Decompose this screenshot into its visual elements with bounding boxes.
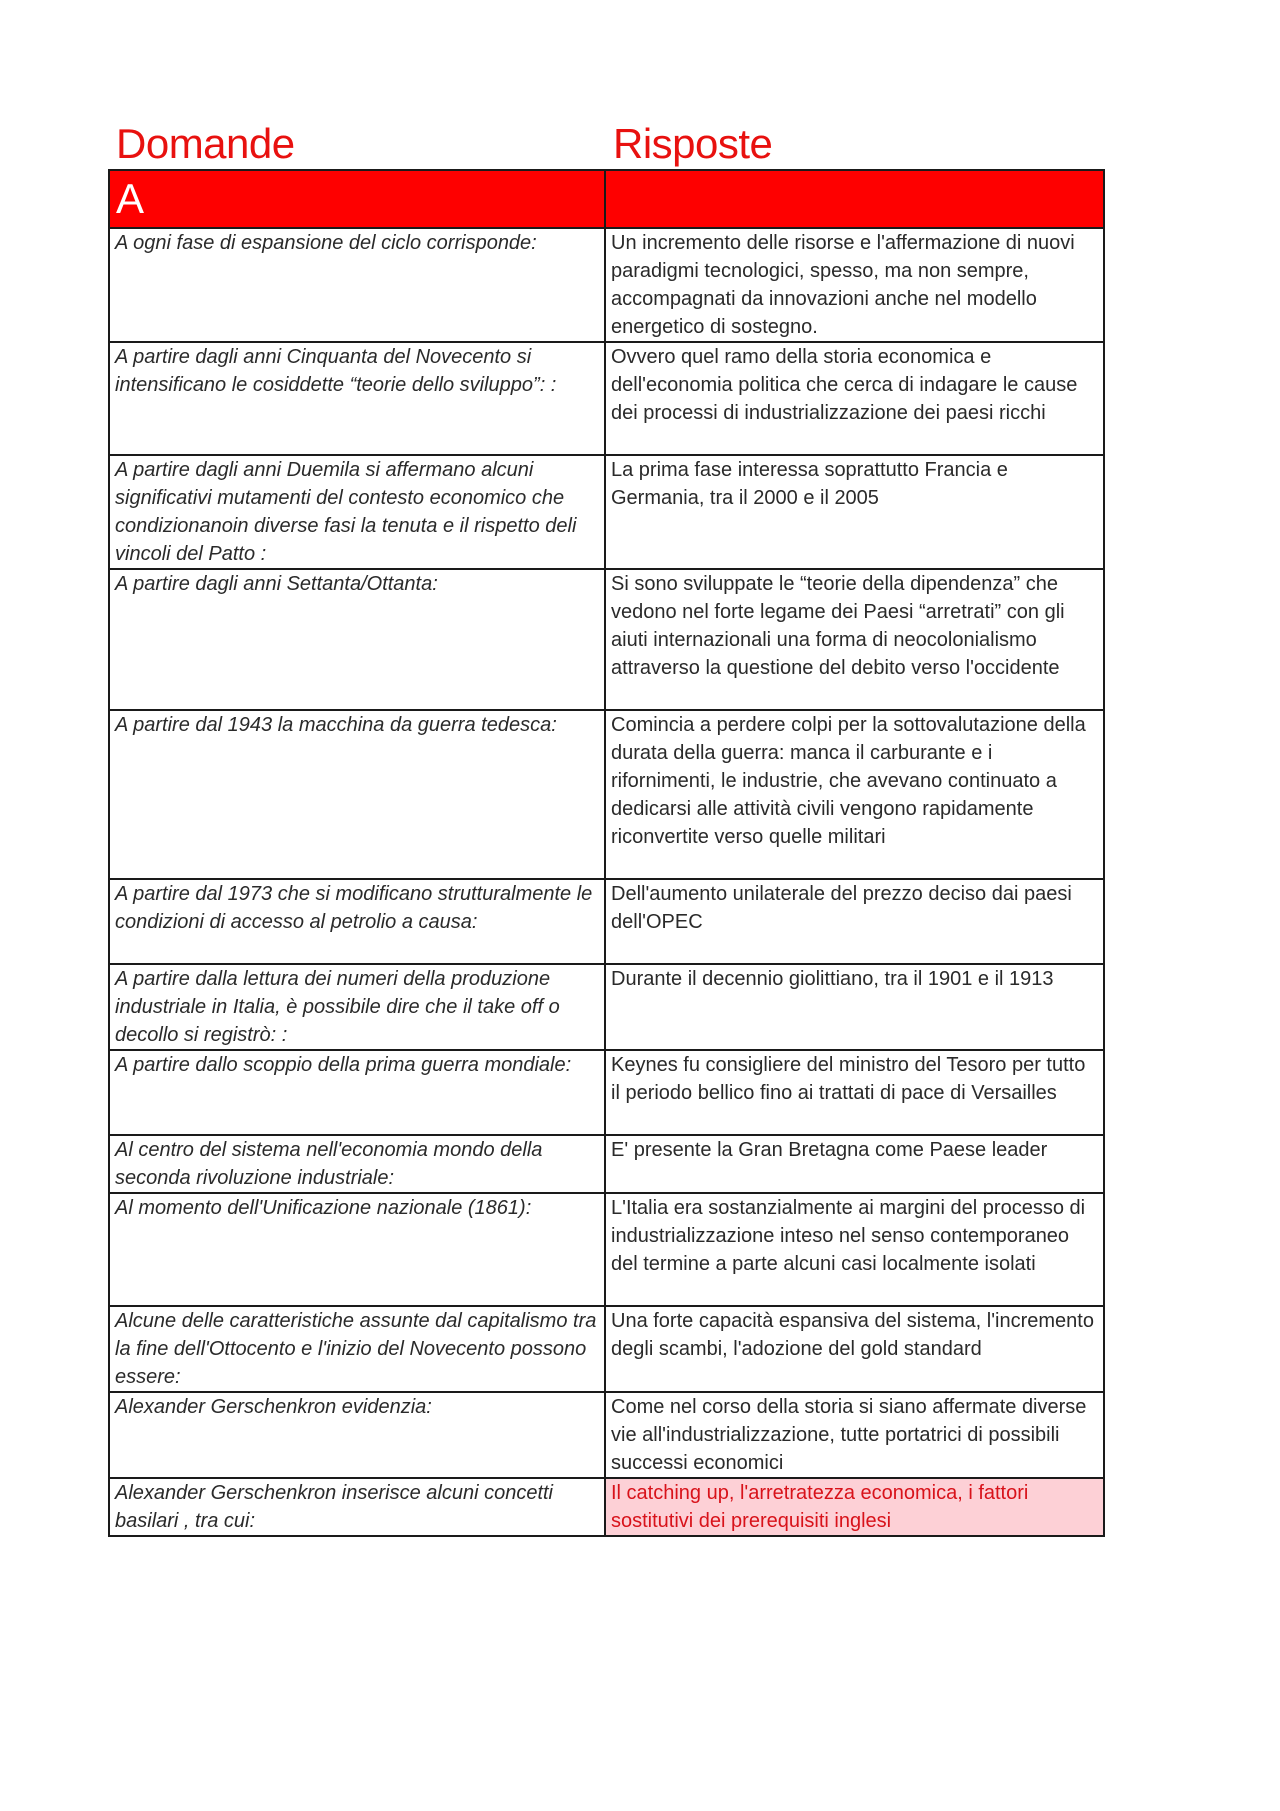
question-cell: A partire dalla lettura dei numeri della produzione industriale in Italia, è possibile dire che il take off o decollo si registrò: : bbox=[109, 964, 605, 1050]
answer-cell: Comincia a perdere colpi per la sottovalutazione della durata della guerra: manca il carburante e i rifornimenti, le industrie, che avevano continuato a dedicarsi alle attività civili vengono rapidamente riconvertite verso quelle militari bbox=[605, 710, 1104, 879]
column-headings bbox=[116, 118, 1106, 170]
answers-heading: Risposte bbox=[613, 120, 773, 167]
question-cell: A ogni fase di espansione del ciclo corrisponde: bbox=[109, 228, 605, 342]
question-cell: Al centro del sistema nell'economia mondo della seconda rivoluzione industriale: bbox=[109, 1135, 605, 1193]
questions-heading: Domande bbox=[116, 120, 295, 167]
table-row bbox=[109, 1050, 1104, 1135]
answer-cell: Si sono sviluppate le “teorie della dipendenza” che vedono nel forte legame dei Paesi “arretrati” con gli aiuti internazionali una forma di neocolonialismo attraverso la questione del debito verso l'occidente bbox=[605, 569, 1104, 710]
answer-cell: Ovvero quel ramo della storia economica e dell'economia politica che cerca di indagare le cause dei processi di industrializzazione dei paesi ricchi bbox=[605, 342, 1104, 455]
answer-cell: E' presente la Gran Bretagna come Paese leader bbox=[605, 1135, 1104, 1193]
table-row bbox=[109, 228, 1104, 342]
answer-cell: Durante il decennio giolittiano, tra il 1901 e il 1913 bbox=[605, 964, 1104, 1050]
table-row bbox=[109, 879, 1104, 964]
answer-cell: Una forte capacità espansiva del sistema, l'incremento degli scambi, l'adozione del gold standard bbox=[605, 1306, 1104, 1392]
answer-cell: Come nel corso della storia si siano affermate diverse vie all'industrializzazione, tutte portatrici di possibili successi economici bbox=[605, 1392, 1104, 1478]
section-answer-cell bbox=[605, 170, 1104, 228]
section-letter: A bbox=[109, 170, 605, 228]
qa-table bbox=[108, 169, 1105, 1537]
question-cell: A partire dallo scoppio della prima guerra mondiale: bbox=[109, 1050, 605, 1135]
table-row bbox=[109, 569, 1104, 710]
question-cell: A partire dagli anni Cinquanta del Novecento si intensificano le cosiddette “teorie dello sviluppo”: : bbox=[109, 342, 605, 455]
table-row-highlighted bbox=[109, 1478, 1104, 1536]
answer-cell: Keynes fu consigliere del ministro del Tesoro per tutto il periodo bellico fino ai trattati di pace di Versailles bbox=[605, 1050, 1104, 1135]
question-cell: A partire dal 1943 la macchina da guerra tedesca: bbox=[109, 710, 605, 879]
question-cell: A partire dagli anni Settanta/Ottanta: bbox=[109, 569, 605, 710]
question-cell: A partire dal 1973 che si modificano strutturalmente le condizioni di accesso al petrolio a causa: bbox=[109, 879, 605, 964]
table-row bbox=[109, 1306, 1104, 1392]
table-row bbox=[109, 455, 1104, 569]
question-cell: Alexander Gerschenkron inserisce alcuni concetti basilari , tra cui: bbox=[109, 1478, 605, 1536]
question-cell: Alexander Gerschenkron evidenzia: bbox=[109, 1392, 605, 1478]
question-cell: Alcune delle caratteristiche assunte dal capitalismo tra la fine dell'Ottocento e l'inizio del Novecento possono essere: bbox=[109, 1306, 605, 1392]
answer-cell: La prima fase interessa soprattutto Francia e Germania, tra il 2000 e il 2005 bbox=[605, 455, 1104, 569]
question-cell: Al momento dell'Unificazione nazionale (1861): bbox=[109, 1193, 605, 1306]
answer-cell-highlighted: Il catching up, l'arretratezza economica, i fattori sostitutivi dei prerequisiti inglesi bbox=[605, 1478, 1104, 1536]
question-cell: A partire dagli anni Duemila si affermano alcuni significativi mutamenti del contesto economico che condizionanoin diverse fasi la tenuta e il rispetto deli vincoli del Patto : bbox=[109, 455, 605, 569]
answer-cell: Dell'aumento unilaterale del prezzo deciso dai paesi dell'OPEC bbox=[605, 879, 1104, 964]
table-row bbox=[109, 1392, 1104, 1478]
table-row bbox=[109, 342, 1104, 455]
table-row bbox=[109, 710, 1104, 879]
table-row bbox=[109, 964, 1104, 1050]
section-header-row bbox=[109, 170, 1104, 228]
answer-cell: L'Italia era sostanzialmente ai margini del processo di industrializzazione inteso nel senso contemporaneo del termine a parte alcuni casi localmente isolati bbox=[605, 1193, 1104, 1306]
table-row bbox=[109, 1135, 1104, 1193]
table-row bbox=[109, 1193, 1104, 1306]
answer-cell: Un incremento delle risorse e l'affermazione di nuovi paradigmi tecnologici, spesso, ma non sempre, accompagnati da innovazioni anche nel modello energetico di sostegno. bbox=[605, 228, 1104, 342]
